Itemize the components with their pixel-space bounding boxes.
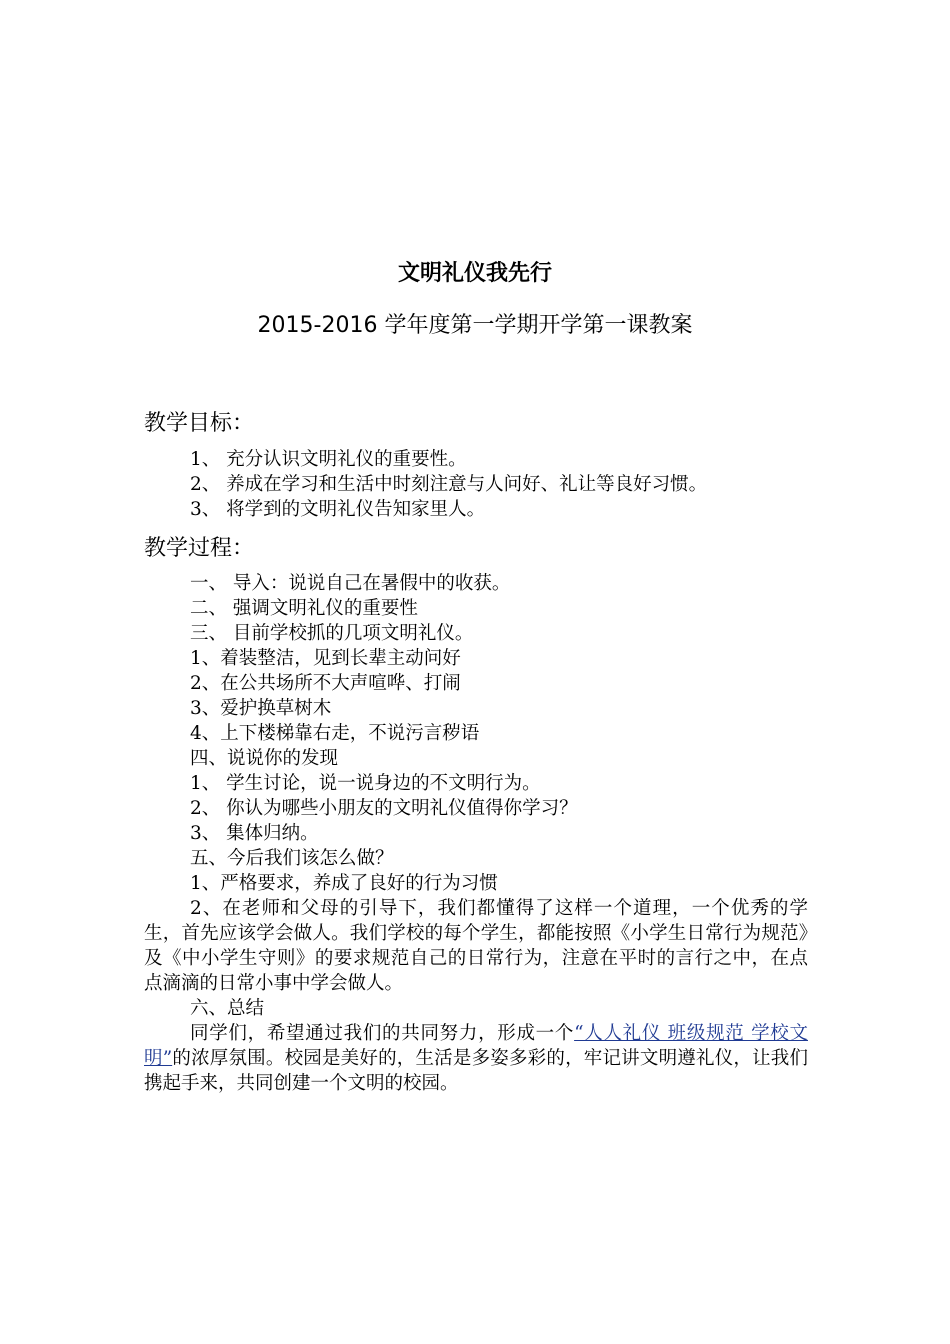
summary-text-start: 同学们，希望通过我们的共同努力，形成一个 bbox=[190, 1023, 575, 1044]
process-line: 三、 目前学校抓的几项文明礼仪。 bbox=[190, 623, 474, 644]
process-line: 2、 你认为哪些小朋友的文明礼仪值得你学习？ bbox=[190, 798, 578, 819]
document-subtitle: 2015-2016 学年度第一学期开学第一课教案 bbox=[257, 313, 693, 338]
process-line: 1、着装整洁，见到长辈主动问好 bbox=[190, 648, 461, 669]
process-line: 2、在公共场所不大声喧哗、打闹 bbox=[190, 673, 461, 694]
slogan-link[interactable]: “人人礼仪 班级规范 学校文明” bbox=[144, 1023, 808, 1069]
process-line: 3、爱护换草树木 bbox=[190, 698, 332, 719]
summary-paragraph bbox=[144, 1021, 808, 1096]
process-line: 4、上下楼梯靠右走，不说污言秽语 bbox=[190, 723, 480, 744]
goals-list bbox=[144, 447, 808, 522]
summary-text-end: 的浓厚氛围。校园是美好的，生活是多姿多彩的，牢记讲文明遵礼仪，让我们携起手来，共同创建一个文明的校园。 bbox=[144, 1048, 808, 1094]
guidance-paragraph: 2、在老师和父母的引导下，我们都懂得了这样一个道理，一个优秀的学生，首先应该学会做人。我们学校的每个学生，都能按照《小学生日常行为规范》及《中小学生守则》的要求规范自己的日常行为，注意在平时的言行之中，在点点滴滴的日常小事中学会做人。 bbox=[144, 898, 808, 994]
goal-item: 2、 养成在学习和生活中时刻注意与人问好、礼让等良好习惯。 bbox=[190, 474, 708, 495]
document-title: 文明礼仪我先行 bbox=[397, 261, 552, 286]
process-line: 3、 集体归纳。 bbox=[190, 823, 319, 844]
process-line: 四、说说你的发现 bbox=[190, 748, 339, 769]
goal-item: 1、 充分认识文明礼仪的重要性。 bbox=[190, 449, 467, 470]
process-line: 二、 强调文明礼仪的重要性 bbox=[190, 598, 418, 619]
process-line: 1、严格要求，养成了良好的行为习惯 bbox=[190, 873, 498, 894]
process-line: 五、今后我们该怎么做？ bbox=[190, 848, 394, 869]
process-heading: 教学过程： bbox=[144, 536, 255, 561]
process-line: 一、 导入：说说自己在暑假中的收获。 bbox=[190, 573, 511, 594]
goal-item: 3、 将学到的文明礼仪告知家里人。 bbox=[190, 499, 486, 520]
goals-heading: 教学目标： bbox=[144, 411, 255, 436]
summary-heading: 六、总结 bbox=[190, 998, 265, 1019]
process-list bbox=[144, 571, 808, 1096]
process-line: 1、 学生讨论，说一说身边的不文明行为。 bbox=[190, 773, 541, 794]
